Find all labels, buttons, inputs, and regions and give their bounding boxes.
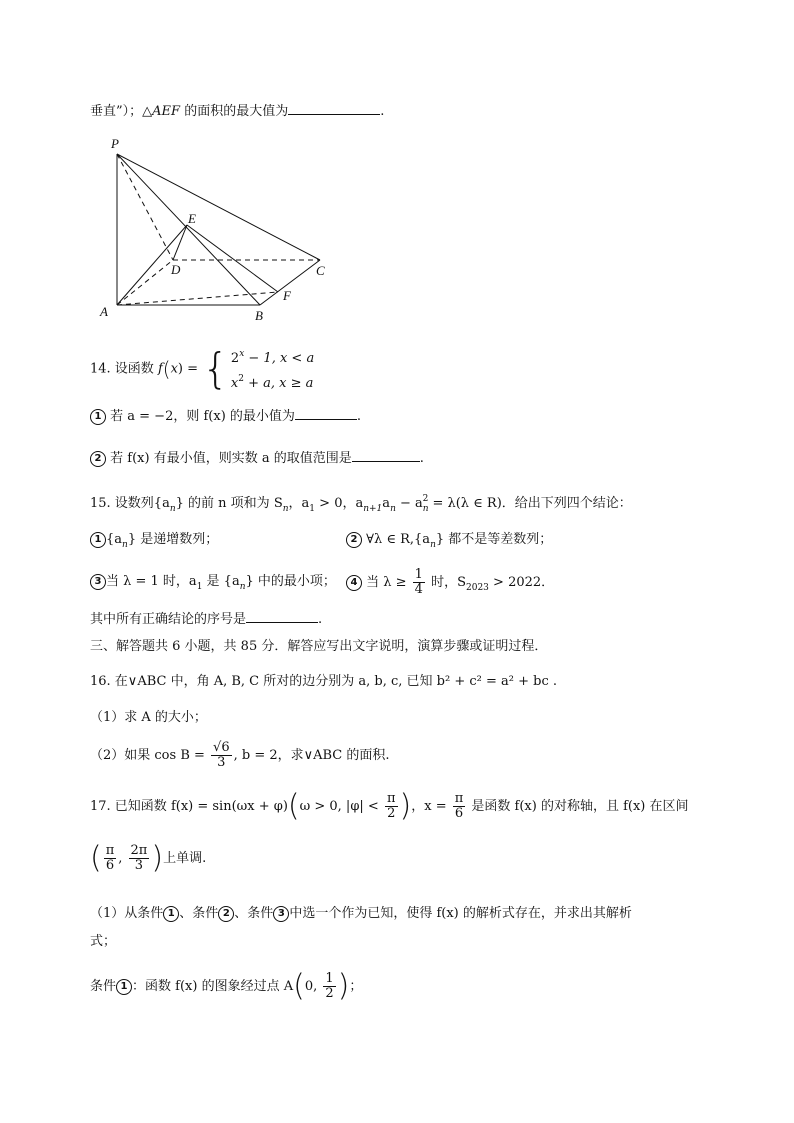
piecewise: { $2^x - 1$, x < a $x^2 + a$, x ≥ a [202, 344, 315, 393]
q17-condition-1: 条件 1 ：函数 f(x) 的图象经过点 A(0, $\frac{1}{2}$ )； [90, 968, 363, 1004]
q17-part1: （1）从条件 1 、条件 2 、条件 3 中选一个作为已知，使得 f(x) 的解析式存在，并求出其解析 [90, 906, 632, 921]
circle-4-icon: 4 [346, 575, 362, 591]
q14-part1: 1 若 a = −2，则 f(x) 的最小值为 . [90, 405, 734, 427]
label-B: B [255, 308, 263, 323]
circle-3-icon: 3 [90, 574, 106, 590]
q17-part1-cont: 式； [90, 934, 117, 949]
label-P: P [111, 136, 119, 151]
q14-stem: 14. 设函数 f(x) = { $2^x - 1$, x < a $x^2 + a$, x ≥ a [90, 344, 315, 393]
label-F: F [283, 288, 291, 303]
label-A: A [100, 304, 108, 319]
circle-1-icon: 1 [116, 979, 132, 995]
q14-x: x [170, 361, 178, 377]
q15-stem: 15. 设数列$\{a_n\}$ 的前 n 项和为 $S_n$，$a_1 > 0$，$a_{n+1}a_n - a_n^2 = \lambda(\lambda$ ∈ R)．给出下列四个结论： [90, 494, 632, 514]
q17-interval: ( $\frac{\pi}{6}$ , $\frac{2\pi}{3}$ )上单调. [90, 840, 207, 876]
q14-p1-text: 若 a = −2，则 f(x) 的最小值为 [110, 409, 295, 424]
q17-stem: 17. 已知函数 f(x) = sin(ωx + φ)(ω > 0, |φ| < $\frac{\pi}{2}$ )，x = $\frac{\pi}{6}$ 是函数 f(x) 的对称轴，且 f(x) 在区间 [90, 788, 689, 824]
case-1: $2^x - 1$, x < a [230, 349, 315, 366]
q13-end: . [380, 104, 385, 119]
q14-part2: 2 若 f(x) 有最小值，则实数 a 的取值范围是 . [90, 447, 734, 469]
q14-num: 14. 设函数 [90, 361, 154, 377]
circle-3-icon: 3 [273, 906, 289, 922]
q15-ask: 其中所有正确结论的序号是 . [90, 608, 734, 630]
label-D: D [171, 262, 181, 277]
answer-blank [246, 608, 318, 623]
q16-stem: 16. 在∨ABC 中，角 A, B, C 所对的边分别为 a, b, c, 已知 b² + c² = a² + bc . [90, 674, 558, 689]
pyramid-figure [95, 132, 345, 327]
label-E: E [188, 211, 196, 226]
circle-2-icon: 2 [218, 906, 234, 922]
answer-blank [295, 405, 357, 420]
circle-2-icon: 2 [346, 532, 362, 548]
q15-conclusions-row2: 3 当 λ = 1 时，$a_1$ 是 $\{a_n\}$ 中的最小项； 4 当 λ ≥ $\frac{1}{4}$ 时，$S_{2023} > 2022$． [90, 568, 734, 601]
label-C: C [316, 263, 325, 278]
q13-var: AEF [152, 104, 181, 119]
circle-1-icon: 1 [90, 532, 106, 548]
answer-blank [288, 100, 380, 115]
q14-p2-text: 若 f(x) 有最小值，则实数 a 的取值范围是 [110, 451, 352, 466]
case-2: $x^2 + a$, x ≥ a [230, 374, 314, 391]
q13-tail-line [90, 100, 734, 122]
circle-2-icon: 2 [90, 451, 106, 467]
circle-1-icon: 1 [163, 906, 179, 922]
q14-f: f [157, 361, 163, 377]
q13-prefix: 垂直”）；△ [90, 104, 153, 119]
q15-conclusions-row1: 1 $\{a_n\}$ 是递增数列； 2 ∀λ ∈ $R,\{a_n\}$ 都不是等差数列； [90, 530, 734, 555]
q14-eq: ) = [177, 361, 199, 377]
answer-blank [352, 447, 420, 462]
q16-part2: （2）如果 cos B = $\frac{√6}{3}$ , b = 2，求∨ABC 的面积. [90, 740, 390, 770]
circle-1-icon: 1 [90, 409, 106, 425]
section-3-heading: 三、解答题共 6 小题，共 85 分．解答应写出文字说明，演算步骤或证明过程． [90, 639, 548, 654]
q16-part1: （1）求 A 的大小； [90, 710, 207, 725]
q13-suffix: 的面积的最大值为 [180, 104, 289, 119]
